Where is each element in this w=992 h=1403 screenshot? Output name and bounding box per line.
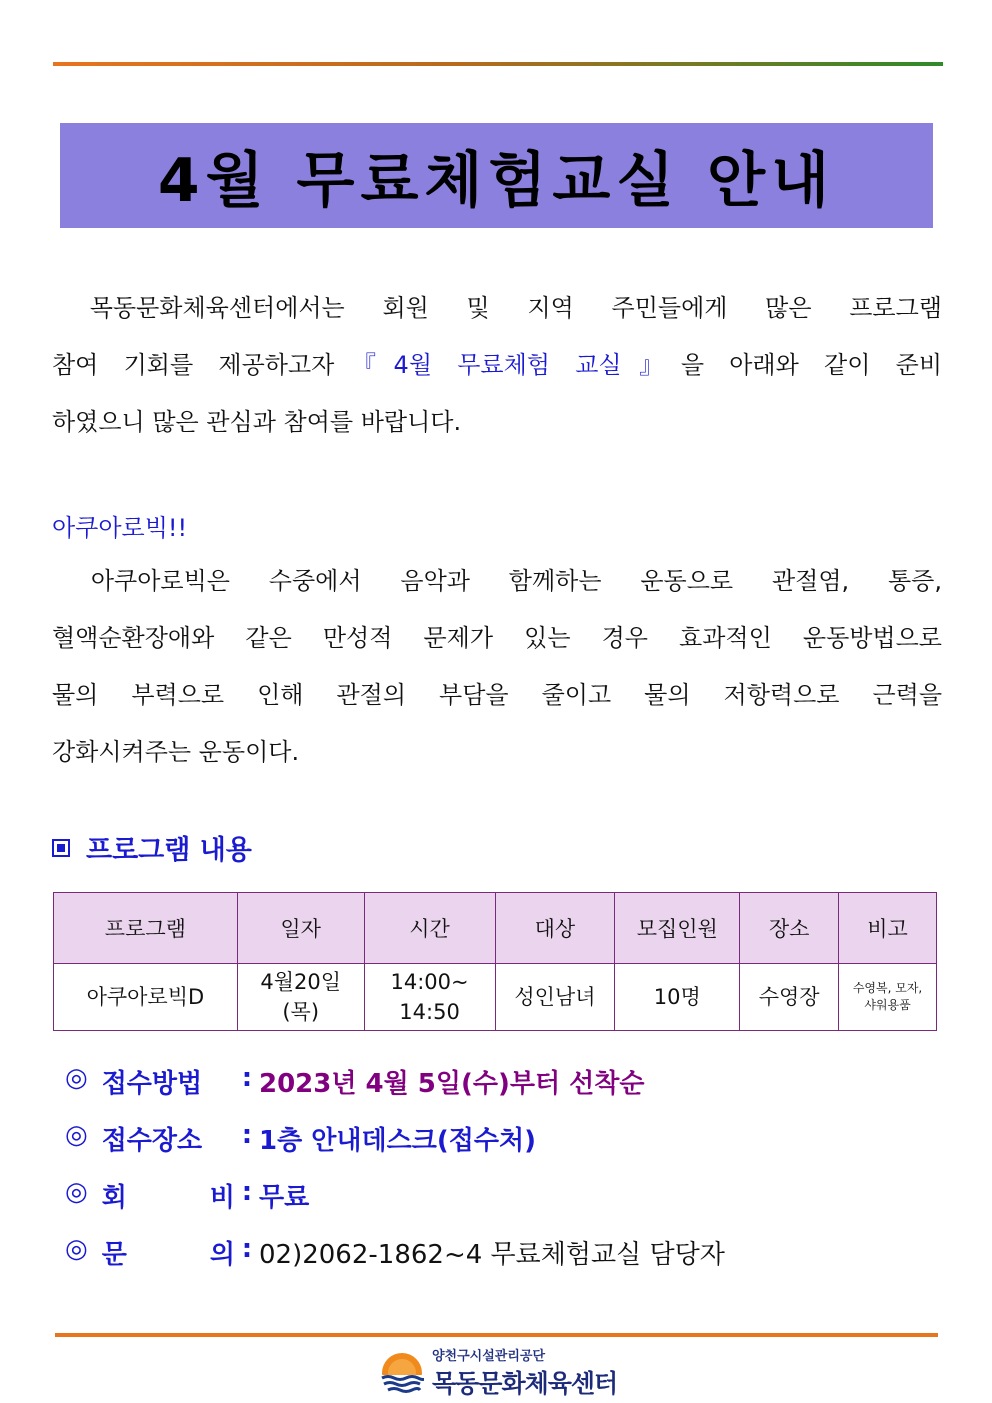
top-divider xyxy=(53,62,943,66)
info-value: 무료 xyxy=(259,1183,310,1213)
intro-line-2-post: 을 아래와 같이 준비 xyxy=(680,351,942,379)
aqua-line-1-text: 아쿠아로빅은 수중에서 음악과 함께하는 운동으로 관절염, 통증, xyxy=(90,567,942,595)
intro-line-1 xyxy=(52,280,942,337)
bottom-divider xyxy=(55,1333,938,1337)
footer-logo xyxy=(380,1345,617,1400)
info-label: 회 xyxy=(101,1183,127,1213)
logo-subtitle: 양천구시설관리공단 xyxy=(432,1349,546,1364)
double-circle-icon: ◎ xyxy=(65,1120,88,1150)
sun-wave-logo-icon xyxy=(380,1351,424,1395)
cell-date-line-1: 4월20일 xyxy=(260,970,341,994)
table-header: 비고 xyxy=(839,893,937,964)
cell-time xyxy=(364,964,495,1031)
info-value: 1층 안내데스크(접수처) xyxy=(259,1126,536,1156)
info-separator: : xyxy=(241,1234,253,1264)
intro-paragraph xyxy=(52,280,942,451)
program-heading-text: 프로그램 내용 xyxy=(86,835,252,866)
cell-note-line-2: 샤워용품 xyxy=(864,998,911,1012)
cell-date-line-2: (목) xyxy=(282,1000,320,1024)
info-label-b: 의 xyxy=(209,1240,235,1270)
cell-time-line-1: 14:00~ xyxy=(390,970,469,994)
table-header: 시간 xyxy=(364,893,495,964)
info-separator: : xyxy=(241,1177,253,1207)
cell-place: 수영장 xyxy=(740,964,839,1031)
info-registration-method xyxy=(65,1063,645,1100)
cell-count: 10명 xyxy=(615,964,740,1031)
title-banner xyxy=(60,123,933,228)
info-value: 2023년 4월 5일(수)부터 선착순 xyxy=(259,1069,645,1099)
intro-highlight: 『4월 무료체험 교실』 xyxy=(334,351,681,379)
table-header: 대상 xyxy=(495,893,615,964)
info-separator: : xyxy=(241,1063,253,1093)
page-title: 4월 무료체험교실 안내 xyxy=(157,145,836,216)
intro-line-3: 하였으니 많은 관심과 참여를 바랍니다. xyxy=(52,408,462,436)
info-fee xyxy=(65,1177,309,1214)
cell-note xyxy=(839,964,937,1031)
double-circle-icon: ◎ xyxy=(65,1177,88,1207)
info-registration-place xyxy=(65,1120,536,1157)
intro-line-1-text: 목동문화체육센터에서는 회원 및 지역 주민들에게 많은 프로그램 xyxy=(89,294,942,322)
double-circle-icon: ◎ xyxy=(65,1234,88,1264)
aqua-paragraph xyxy=(52,553,942,781)
aqua-line-4: 강화시켜주는 운동이다. xyxy=(52,738,300,766)
intro-line-2-pre: 참여 기회를 제공하고자 xyxy=(52,351,335,379)
intro-line-2 xyxy=(52,337,942,394)
table-header: 장소 xyxy=(740,893,839,964)
program-heading xyxy=(52,828,252,867)
program-table xyxy=(53,892,937,1031)
table-header-row xyxy=(54,893,937,964)
aqua-heading: 아쿠아로빅!! xyxy=(52,514,188,542)
table-row xyxy=(54,964,937,1031)
cell-target: 성인남녀 xyxy=(495,964,615,1031)
aqua-line-1 xyxy=(52,553,942,610)
aqua-line-2: 혈액순환장애와 같은 만성적 문제가 있는 경우 효과적인 운동방법으로 xyxy=(52,624,942,652)
info-label: 접수방법 xyxy=(101,1069,203,1099)
aqua-line-3: 물의 부력으로 인해 관절의 부담을 줄이고 물의 저항력으로 근력을 xyxy=(52,681,942,709)
cell-program: 아쿠아로빅D xyxy=(54,964,238,1031)
logo-title: 목동문화체육센터 xyxy=(432,1369,618,1398)
table-header: 모집인원 xyxy=(615,893,740,964)
cell-date xyxy=(237,964,364,1031)
cell-note-line-1: 수영복, 모자, xyxy=(852,981,923,995)
table-header: 일자 xyxy=(237,893,364,964)
info-label: 문 xyxy=(101,1240,127,1270)
info-value: 02)2062-1862~4 무료체험교실 담당자 xyxy=(259,1240,725,1270)
square-bullet-icon xyxy=(52,839,70,857)
info-label-b: 비 xyxy=(209,1183,235,1213)
table-header: 프로그램 xyxy=(54,893,238,964)
double-circle-icon: ◎ xyxy=(65,1063,88,1093)
cell-time-line-2: 14:50 xyxy=(399,1000,460,1024)
info-label: 접수장소 xyxy=(101,1126,203,1156)
info-contact xyxy=(65,1234,725,1271)
info-separator: : xyxy=(241,1120,253,1150)
